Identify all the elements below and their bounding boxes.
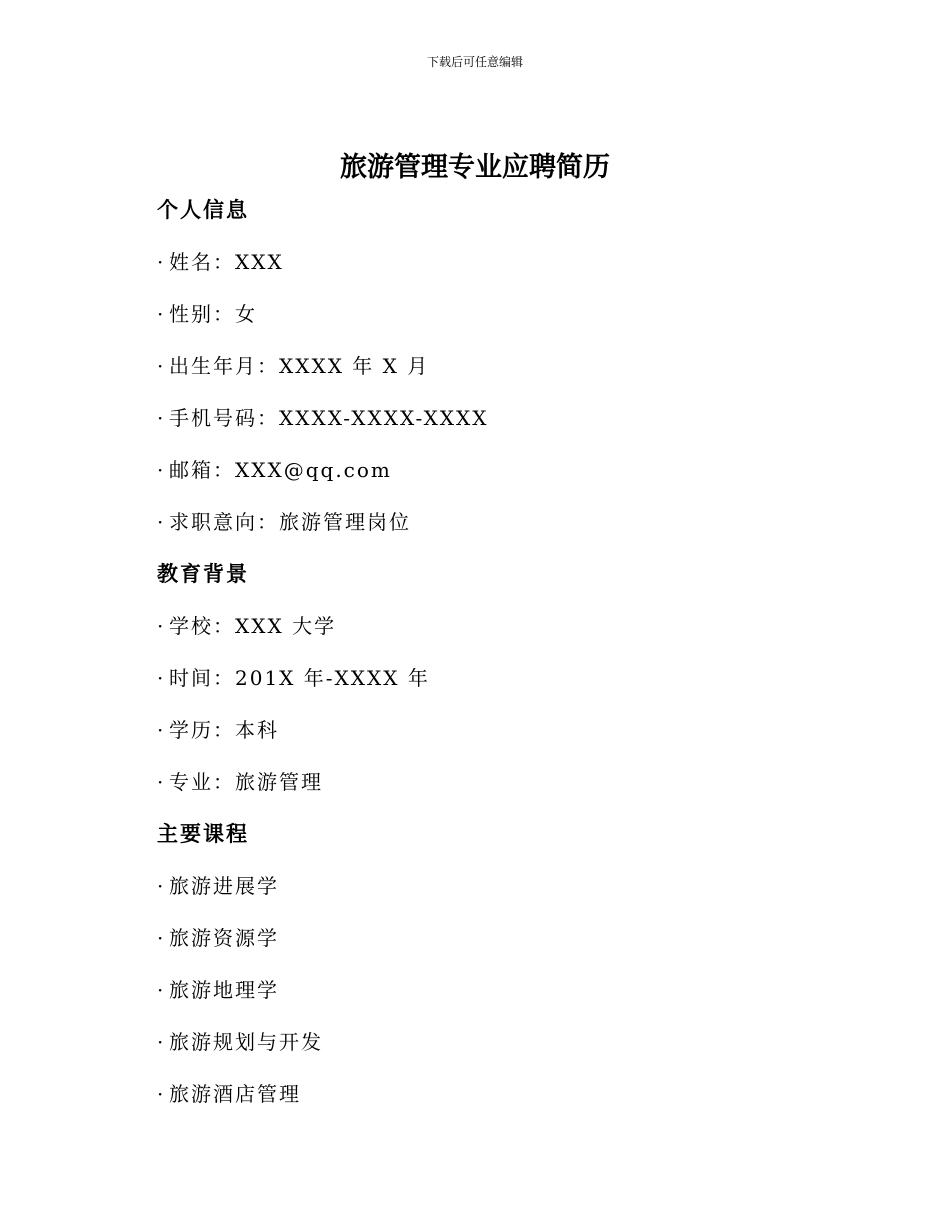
- item-text: 求职意向：旅游管理岗位: [169, 510, 411, 534]
- bullet-icon: ·: [157, 250, 166, 274]
- section-heading-education: 教育背景: [157, 562, 249, 586]
- list-item-objective: [157, 502, 857, 554]
- bullet-icon: ·: [157, 510, 166, 534]
- section-personal-info: [157, 190, 857, 554]
- list-item-course: [157, 1022, 857, 1074]
- item-text: 旅游地理学: [169, 978, 279, 1002]
- item-text: 邮箱：XXX@qq.com: [169, 458, 392, 482]
- item-text: 旅游资源学: [169, 926, 279, 950]
- bullet-icon: ·: [157, 978, 166, 1002]
- section-heading-personal: 个人信息: [157, 198, 249, 222]
- item-text: 旅游规划与开发: [169, 1030, 323, 1054]
- list-item-period: [157, 658, 857, 710]
- item-text: 姓名：XXX: [169, 250, 284, 274]
- section-heading-courses: 主要课程: [157, 822, 249, 846]
- list-item-course: [157, 918, 857, 970]
- item-text: 性别：女: [169, 302, 257, 326]
- list-item-email: [157, 450, 857, 502]
- list-item-major: [157, 762, 857, 814]
- list-item-course: [157, 970, 857, 1022]
- bullet-icon: ·: [157, 666, 166, 690]
- item-text: 出生年月：XXXX 年 X 月: [169, 354, 430, 378]
- item-text: 旅游酒店管理: [169, 1082, 301, 1106]
- resume-body: [157, 190, 857, 1126]
- section-education: [157, 554, 857, 814]
- item-text: 时间：201X 年-XXXX 年: [169, 666, 430, 690]
- bullet-icon: ·: [157, 718, 166, 742]
- list-item-gender: [157, 294, 857, 346]
- bullet-icon: ·: [157, 1030, 166, 1054]
- item-text: 专业：旅游管理: [169, 770, 323, 794]
- list-item-course: [157, 1074, 857, 1126]
- section-courses: [157, 814, 857, 1126]
- list-item-name: [157, 242, 857, 294]
- bullet-icon: ·: [157, 302, 166, 326]
- page-header-note: 下载后可任意编辑: [426, 55, 523, 69]
- bullet-icon: ·: [157, 354, 166, 378]
- bullet-icon: ·: [157, 926, 166, 950]
- item-text: 学校：XXX 大学: [169, 614, 337, 638]
- bullet-icon: ·: [157, 614, 166, 638]
- document-title: 旅游管理专业应聘简历: [340, 152, 610, 183]
- bullet-icon: ·: [157, 1082, 166, 1106]
- item-text: 旅游进展学: [169, 874, 279, 898]
- bullet-icon: ·: [157, 406, 166, 430]
- list-item-school: [157, 606, 857, 658]
- list-item-birth: [157, 346, 857, 398]
- item-text: 学历：本科: [169, 718, 279, 742]
- bullet-icon: ·: [157, 770, 166, 794]
- bullet-icon: ·: [157, 874, 166, 898]
- list-item-degree: [157, 710, 857, 762]
- bullet-icon: ·: [157, 458, 166, 482]
- list-item-course: [157, 866, 857, 918]
- item-text: 手机号码：XXXX-XXXX-XXXX: [169, 406, 489, 430]
- list-item-phone: [157, 398, 857, 450]
